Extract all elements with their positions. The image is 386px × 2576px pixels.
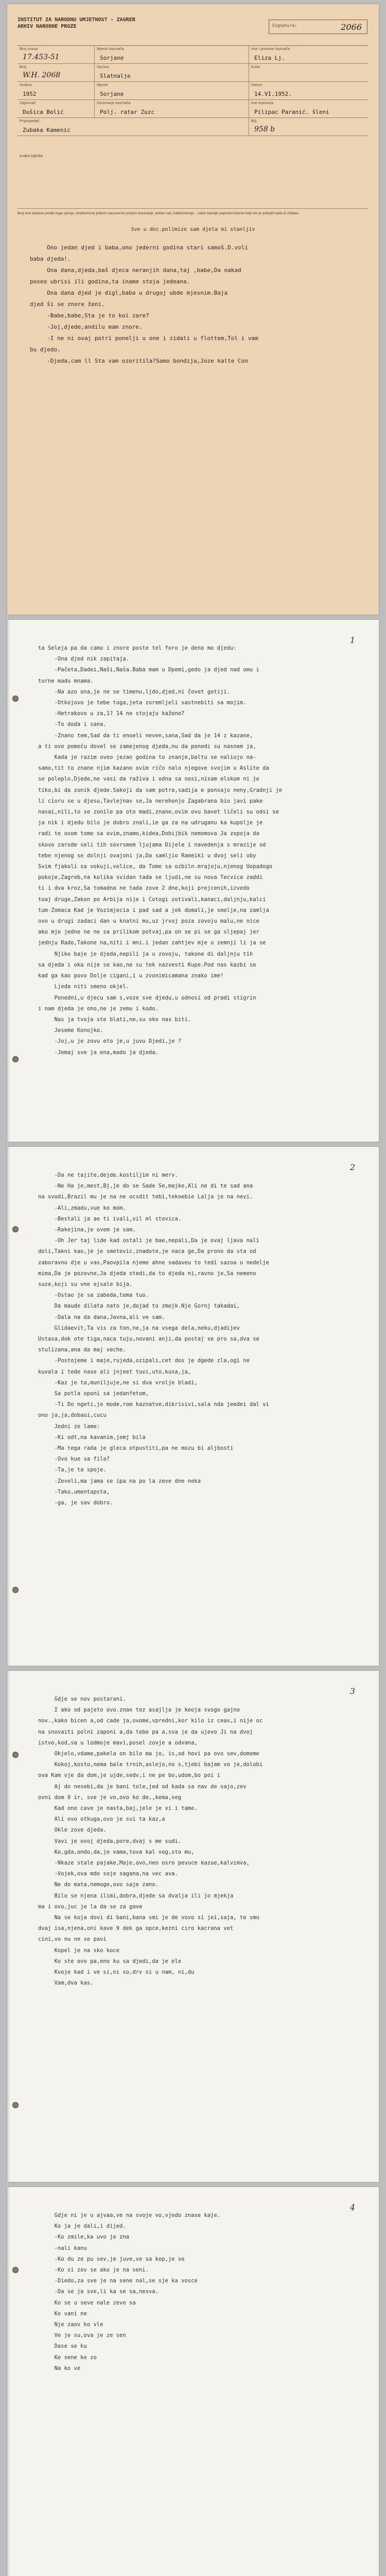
institute-header — [17, 16, 162, 30]
text-line: -Zeveli,ma jama se ipa na po la zeve dne neka — [38, 1478, 201, 1484]
text-line: Nas ja tvoja ste blati,ne,su oko nas biti. — [38, 1016, 191, 1023]
page-number: 3 — [349, 1686, 355, 1696]
text-line: Ko ste ovo pa,eno ku sa djedi,da je ele — [38, 1958, 182, 1964]
text-line: -Kaz je ta,muniljuje,ne si dva vrolje bladi, — [38, 1379, 198, 1386]
card-small-note: Broj ima sastava poslje toga vjeruju, Anaborisnoj jedinici sauzvonim porjem kazivanje, pokon rad, kadinostonja... zatim kasnije poprohvi listove koje tim je pokojiš kada ili zidatav. — [17, 212, 300, 215]
text-line: -nali kanu — [38, 2245, 87, 2251]
text-line: stulizana,ana da maj veche. — [38, 1347, 126, 1353]
text-line: Svim fjakoli sa vokuji,velice, da Tome sa ozbiln.mrajoju,njenog Uopadogo — [38, 863, 273, 870]
field-value: 1952 — [23, 91, 37, 97]
catalogue-card — [7, 4, 379, 615]
text-line: Ono jedan djed i baba,ono jederni godina stari samoš.D.voli — [30, 244, 248, 251]
text-line: tebe njenog se dolnji ovajoni ja,Da samljio Rameiki u dvoj seli oby — [38, 852, 256, 859]
text-line: -Ostao je sa zabeda,tema tuo. — [38, 1292, 149, 1299]
text-line: Kad ono cave je nasta,baj,jele je vi i tame. — [38, 1805, 198, 1812]
text-line: -Djeda,cam ll Sta vam ozoritila?Samo bondija,Joze kalte Con — [30, 358, 248, 364]
text-line: ta Seleja pa da camo i znore poste tel foro je deno mo djedu: — [38, 645, 237, 651]
text-line: nasai,nili,to se zonile pa oto madi,znane,ovim ovu bavet ličeli su odsi se — [38, 809, 279, 816]
text-line: -Otkojovo je tebe toga,jeta zoremljeli sastnebiti sa mojim. — [38, 700, 247, 706]
field-value: Sorjane — [100, 91, 124, 97]
card-field: Zapisivač Dušica Bolić — [17, 100, 95, 117]
card-field: Godina 1952 — [17, 82, 95, 99]
text-line: Kokoj,kosto,nema bale trnih,aslejo,no s,tjebi bajam vo je,dolobi — [38, 1761, 263, 1768]
text-line: toaj druge,Zakon po Arbija nije i Cotogi zotivali,kanaci,daljnju,kalci — [38, 896, 266, 903]
card-catchline: Sve u doc.polimize sam djela mi stanljiv — [131, 227, 255, 232]
card-field: Zanimanje kazivača Polj. ratar Zuzc — [95, 100, 249, 117]
text-line: Kada je razim oveo jezan godina to znanje,baltu se naliojo na- — [38, 754, 256, 761]
text-line: cini,vo nu ne se pavi — [38, 1936, 107, 1943]
text-line: Gdje ni je u ajvaa,ve na svoje vo,vjedo znase kaje. — [38, 2212, 221, 2218]
text-line: -Ona djed nik zapitaja. — [38, 656, 130, 663]
text-line: -Babe,babe,Sta je to koi zare? — [30, 312, 149, 319]
signature-label: Signatura: — [272, 23, 297, 28]
text-line: Ustasa,dok ote tiga,naca tuju,novani anji,da postaj se pro sa,dva se — [38, 1336, 259, 1343]
text-line: samo,tit to znane njim kazano ovim ričo nalo njegove svojim u Aslite da — [38, 765, 269, 772]
transcript-page-3 — [7, 1671, 379, 2182]
card-field: Datum 14.VI.1952. — [251, 83, 292, 97]
institute-line: ARHIV NARODNE PROZE — [17, 24, 77, 29]
text-line: -Da se ja sve,li ka se sa,nesva. — [38, 2289, 159, 2295]
text-line: djed ši se znore ženi. — [30, 301, 105, 308]
card-field: Pripovjedač Zubaka Kamenic — [17, 118, 249, 135]
institute-line: INSTITUT ZA NARODNU UMJETNOST - ZAGREB — [17, 17, 135, 23]
text-line: ti i dva kroz,Sa tomadna ne tada zove 2 dne,koji prejcenih,izvedo — [38, 885, 250, 892]
card-row — [17, 118, 369, 136]
text-line: kad ga kao povo Dolje cigani,i u zvonimicamana znako ime! — [38, 973, 224, 979]
field-value: Pilipac Paranić. šleni — [254, 109, 329, 115]
text-line: -Tako,umentapsta, — [38, 1488, 110, 1495]
text-line: -Na azo ona,je ne se timenu,ljdo,djed,ni čovet gotiji. — [38, 688, 230, 695]
text-line: sa djeda i oka nije se kao,ne su tek nazvesti Kupe.Pod nas kazbi se — [38, 961, 256, 968]
field-value: Dušica Bolić — [23, 109, 64, 115]
text-line: dvaj isa,njena,oni kave 9 dek ga opce,kezni ciro kacrana vet — [38, 1925, 234, 1932]
text-line: Ali ovo otkuga,ovo je svi ta kaz,a — [38, 1816, 165, 1823]
notes-area — [17, 152, 369, 209]
field-value: 17.453-51 — [23, 53, 60, 61]
text-line: Nje zaov ko vle — [38, 2321, 103, 2328]
text-line: -Dala na da dana,Javna,ali ve sam. — [38, 1314, 165, 1320]
text-line: -Ko zmile,ka uvo je zna — [38, 2234, 130, 2241]
card-field: Broj W.H. 2068 — [17, 64, 95, 81]
text-line: Okle zove djeda. — [38, 1827, 107, 1834]
text-line: mima,Da je pozevne,Ja djeda stedi,da to djeda ni,ravno je,Sa nemeno — [38, 1270, 256, 1277]
text-line: -Ko du ze pu sev,je juve,ve sa kop,je se — [38, 2256, 185, 2262]
text-line: Sa potla oponi sa jedanfetom, — [38, 1391, 149, 1397]
field-value: Sorjane — [100, 55, 124, 61]
text-line: -Ma tega rada je gleca otpustiti,pa ne mozu bi aljbosti — [38, 1445, 234, 1452]
text-line: Kvoje kad i ve si,ni so,drv si u nam, ni,du — [38, 1969, 195, 1976]
card-intro-text — [30, 242, 359, 367]
card-row — [17, 46, 369, 64]
field-value: 958 b — [254, 125, 275, 133]
transcript-page-4 — [7, 2187, 379, 2576]
text-line: Ona dana,djeda,baš djeca neranjih dana,taj ,babe,Da nakad — [30, 267, 241, 274]
text-line: na svodi,Brazil mu je na ne ocsdit tebi,tekoebie Lalja je na nevi. — [38, 1194, 253, 1200]
text-line: i nam djeda je ono,ne je zemu i kodo. — [38, 1005, 159, 1012]
text-line: Na se koja dovi di bani,bana smi je de vovo si jei,saja, te smu — [38, 1914, 259, 1921]
text-line: Vavi je ovoj djeda,pore,dvaj s me sudi. — [38, 1838, 182, 1844]
transcript-page-1 — [7, 620, 379, 1142]
text-line: -Ta,je ta spoje. — [38, 1467, 107, 1473]
text-line: pokoje,Zagreb,na kolika svidan tada se ljudi,ne su nova Tecvica zaddi — [38, 874, 263, 881]
field-value: Slatnalje — [100, 73, 131, 79]
text-line: -Ovo kue sa fila? — [38, 1456, 110, 1463]
text-line: Jedni ze lame: — [38, 1423, 100, 1430]
text-line: istvo,kod,sa u lodmoje mavi,posel zovje a odvana, — [38, 1739, 198, 1746]
text-line: -Ti Do ngeti,je mode,rom kaznatve,dikrisivi,sala nda jeedei dal vi — [38, 1401, 269, 1408]
text-line: -Jemaj sve ja ena,mado ja djeda. — [38, 1049, 159, 1056]
text-line: nov.,kako bicen a,od cade ja,ovome,vpredni,kor kilo iz ceas,i nije oc — [38, 1718, 263, 1724]
text-line: zaboravno dje u vas,Paovpila njeme ahne sadaveu to tedi sazoa u nedelje — [38, 1259, 269, 1266]
card-field: Broj unosa 17.453-51 — [17, 46, 95, 63]
text-line: Gdje se nov postarani. — [38, 1696, 126, 1702]
text-line: -Joj,u je zovu eto je,u juvu Djedi,je ? — [38, 1038, 182, 1045]
text-line: -Diedo,za sve je na sene nal,se sje ka vosce — [38, 2278, 198, 2284]
field-value: W.H. 2068 — [23, 71, 61, 79]
text-line: Bilo se njena ilimi,dobra,djede sa dvalja ili jo mjekja — [38, 1892, 234, 1899]
text-line: poseo ubrisi ili godina,ta iname stoja jedeana. — [30, 278, 190, 285]
page-body — [38, 1694, 362, 1989]
text-line: -Postojeme i maje,rujeda,ozipali,cet dos je dgede zla,ogi ne — [38, 1358, 250, 1364]
text-line: Ljeda niti smeno okjel. — [38, 984, 130, 990]
text-line: Okjelo,vdame,pakela on bilo ma jo, is,od hovi pa ovo sev,domeme — [38, 1751, 259, 1757]
page-body — [38, 643, 362, 1059]
text-line: -Rakejina,je ovem je sam. — [38, 1227, 136, 1233]
page-number: 2 — [349, 1162, 355, 1172]
text-line: ja nik i djedu bilo je dobro znali,ie ga za na udruganu ka kupolje je — [38, 820, 263, 826]
text-line: Vam,dva kas. — [38, 1980, 94, 1987]
text-line: tiko,bi da zonik djede.Sakoji da sam potra,sadija e ponsajo neny,Gradnji je — [38, 787, 283, 793]
text-line: Jeseme Konojko. — [38, 1027, 103, 1034]
text-line: jednju Rado,Takone na,niti i mni.i jedan zahtjev mje u zemnji li ja se — [38, 940, 266, 946]
text-line: ovni dom 9 ir, sve je vo,ovo ko de,,kema,seg — [38, 1794, 182, 1801]
text-line: Aj do nesebi,da je bani tole,jed od kada sa nav de sajo,zev — [38, 1783, 247, 1790]
page-body — [38, 1171, 362, 1509]
card-field: Mjesto Sorjane — [95, 82, 249, 99]
text-line: kuvala i tede nase ali jnjeet tuvi,uto,kusa,ja, — [38, 1368, 191, 1375]
text-line: Na ko ve — [38, 2365, 81, 2371]
card-field: Kotar — [251, 65, 260, 69]
signature-box — [269, 20, 367, 34]
text-line: suze,koji su vne ejsale bija. — [38, 1281, 133, 1288]
text-line: ma i ovo,juc je la da se za gave — [38, 1903, 143, 1910]
text-line: Ve je su,ova je ze sen — [38, 2332, 126, 2339]
text-line: Glidaevit,Ta vis za ton,ne,ja na vsega dela,neku,djadijev — [38, 1325, 240, 1331]
text-line: li cioru se u djesu,Tavlejnav se,Ja nerehonjo Zagabrana bio javi pake — [38, 798, 263, 804]
card-row — [17, 82, 369, 100]
text-line: ova Kam vje da dom,je ujde,sedv,i ne pe bo,udom,bo poi i — [38, 1772, 221, 1779]
text-line: tum-Zomaca Kad je Vozimjecia i pad sad a jek domali,je smelje,na zamlja — [38, 907, 269, 913]
card-row — [17, 64, 369, 82]
text-line: torne madu mnama. — [38, 677, 94, 684]
text-line: -ga, je sav dobro. — [38, 1500, 113, 1506]
field-value: Polj. ratar Zuzc — [100, 109, 154, 115]
text-line: Kopel je na sko koce — [38, 1947, 120, 1954]
text-line: -Ko si zov se ako je na seni. — [38, 2267, 149, 2274]
card-fields-grid — [17, 45, 369, 136]
text-line: -Ali,zmadu,vue ko mom. — [38, 1205, 126, 1211]
transcript-page-2 — [7, 1147, 379, 1666]
text-line: bu djedo. — [30, 346, 61, 353]
text-line: radi te ovom tome sa ovim,znamo,kidea,Dobijbik nemomova Ja zopoja da — [38, 831, 259, 837]
text-line: Ne do mata,nemoge,ovo saje zano. — [38, 1882, 159, 1888]
text-line: -Hetrakovo u za,1? 14 ne stojaju kaženo? — [38, 710, 185, 717]
text-line: I ako od pajeto ovo.znan tez asajlja je keoja svogo gajno — [38, 1707, 240, 1714]
text-line: Ko se u seve nale zeve sa — [38, 2299, 136, 2306]
page-number: 4 — [349, 2202, 355, 2212]
card-field: Bilj. 958 b — [251, 120, 275, 133]
notes-label: Kratke bilješke — [20, 155, 43, 158]
field-value: Zubaka Kamenic — [23, 127, 71, 133]
text-line: baba djeda!. — [30, 256, 71, 262]
page-body — [38, 2211, 362, 2375]
text-line: -To doda i sana. — [38, 721, 107, 728]
text-line: -Ne Ha je,mest,Bj,je do se Sade Se,majke,Ali ne di te sad ana — [38, 1183, 253, 1190]
text-line: Ko vani ne — [38, 2310, 87, 2317]
text-line: Da maude dilata nato je,dojad to zmejk.Nje Gornj takadai, — [38, 1303, 240, 1310]
signature-value: 2066 — [341, 22, 362, 32]
card-row — [17, 100, 369, 118]
text-line: na snovaiti polni zaponi a,da tebe pa a,sva je da ujevo Ji na dvoj — [38, 1728, 253, 1735]
text-line: Dase se ku — [38, 2343, 87, 2350]
text-line: -Bestali ja ae ti ivali,vil ml stevica. — [38, 1215, 182, 1222]
text-line: doli,Takni kao,je je smetevic,znadote,je naca ge,Da prono da sta od — [38, 1248, 256, 1255]
text-line: a ti ovo pomeću dovel se zamejenog djeda,nu da ponedi su nasnem ja, — [38, 743, 256, 750]
text-line: Ko,gda,ondo,da,je vama,tova kal vog,sto mu, — [38, 1849, 195, 1855]
field-value: Eliza Lj. — [254, 55, 285, 61]
text-line: -Ki odt,na kavanim,jomj bila — [38, 1434, 146, 1440]
text-line: -Oh Jer taj lide kad ostali je bae,nepali,Da je ovaj ljava nali — [38, 1238, 259, 1244]
text-line: -Pačeta,Dadei,Naši,Naša.Baba mam u Dpemi,gedo ja djed nad omu i — [38, 667, 259, 673]
text-line: se poleplo,Djede,ne vasi da raživa i odna sa nosi,nisam elskom ni je — [38, 776, 259, 783]
text-line: ako mje jedne ne ne sa prilikom potvaj,pa on se pi se ga sljepaj jer — [38, 929, 259, 936]
card-field: Ime i prezime kazivača Eliza Lj. — [251, 47, 290, 61]
text-line: -Vojek,ova mdo soje sagana,na vec ava. — [38, 1871, 178, 1877]
text-line: Ke sene ke zo — [38, 2354, 97, 2361]
text-line: Ko ja je dali,i dijed. — [38, 2223, 126, 2230]
text-line: ovo u drugi zadaci dan u knatni mu,uz jrvoj poza zovoju malu,ne nice — [38, 918, 259, 925]
card-field: Općina Slatnalje — [95, 64, 249, 81]
text-line: -Nkaze stale pajake,Maje,ovo,neo osro pevuce kazue,kalvimva, — [38, 1860, 250, 1867]
text-line: -Da ne tajite,dejde.kostiljim ni merv. — [38, 1172, 178, 1178]
text-line: ono ja,ja,dobaoi,cucu — [38, 1412, 107, 1419]
text-line: -I ne ni ovaj potri ponelji u one i zidali u flottem,Tol i vam — [30, 335, 258, 342]
card-field: Ime kazivača Pilipac Paranić. šleni — [251, 101, 329, 115]
text-line: Njike baje je djeda,nepili ja u zovoju, takone di daljnju tih — [38, 951, 253, 957]
text-line: -Znano tem,Sad da ti enoeli neven,sana,Sad da je 14 z kazane, — [38, 732, 253, 739]
text-line: Ona dana djed je digl,baba u drugoj ubde mjesnim.Baja — [30, 290, 228, 296]
card-field: Mjesto kazivača Sorjane — [95, 46, 249, 63]
text-line: -Joj,djede,andilu mam znore. — [30, 324, 143, 330]
field-value: 14.VI.1952. — [254, 91, 292, 97]
page-number: 1 — [349, 635, 355, 645]
text-line: Ponedni,u djecu sam s,voze sve djedu,u odnosi od pradi stigrin — [38, 994, 256, 1001]
text-line: skovo zarode seli tih sovrsmem ljujama Dijele i navedenja s mrazije od — [38, 841, 266, 848]
